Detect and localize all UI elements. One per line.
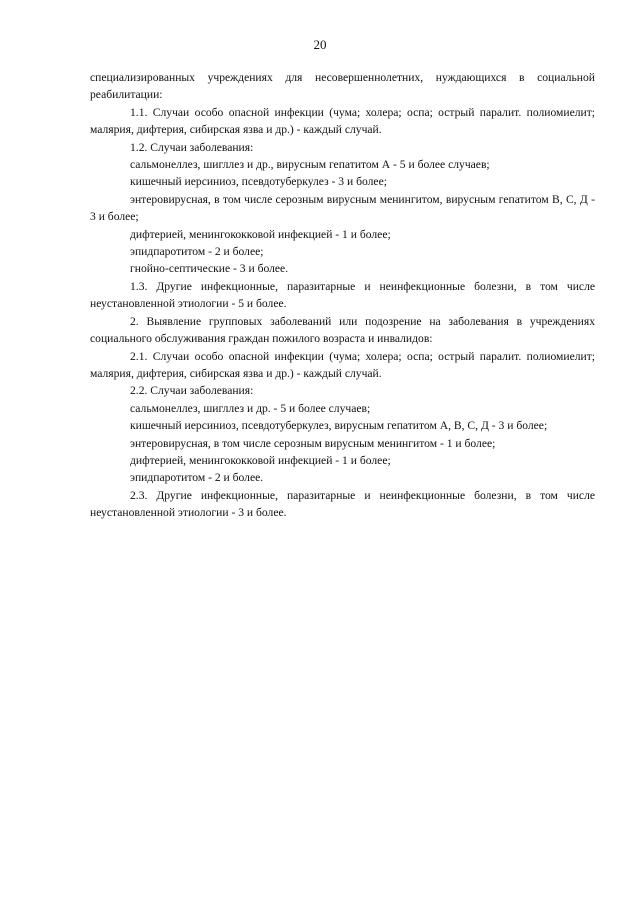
document-body — [90, 69, 595, 522]
paragraph-2-2-item-mumps: эпидпаротитом - 2 и более. — [130, 471, 264, 485]
paragraph-1-2-heading: 1.2. Случаи заболевания: — [130, 140, 254, 154]
paragraph-intro-continuation: специализированных учреждениях для несовершеннолетних, нуждающихся в социальной реабилитации: — [90, 71, 595, 102]
paragraph-1-2-item-enterovirus: энтеровирусная, в том числе серозным вирусным менингитом, вирусным гепатитом В, С, Д - 3 и более; — [90, 192, 595, 224]
paragraph-2: 2. Выявление групповых заболеваний или подозрение на заболевания в учреждениях социального обслуживания граждан пожилого возраста и инвалидов: — [90, 314, 595, 346]
paragraph-1-2-item-septic: гнойно-септические - 3 и более. — [130, 262, 289, 276]
paragraph-2-2-item-yersiniosis: кишечный иерсиниоз, псевдотуберкулез, вирусным гепатитом А, В, С, Д - 3 и более; — [130, 419, 548, 433]
paragraph-2-2-item-salmonellosis: сальмонеллез, шигллез и др. - 5 и более случаев; — [130, 401, 371, 415]
paragraph-2-2-item-diphtheria: дифтерией, менингококковой инфекцией - 1 и более; — [130, 453, 391, 467]
paragraph-1-2-item-yersiniosis: кишечный иерсиниоз, псевдотуберкулез - 3 и более; — [130, 175, 387, 189]
paragraph-1-2-item-diphtheria: дифтерией, менингококковой инфекцией - 1 и более; — [130, 227, 391, 241]
paragraph-2-3: 2.3. Другие инфекционные, паразитарные и неинфекционные болезни, в том числе неустановленной этиологии - 3 и более. — [90, 488, 595, 520]
paragraph-2-1: 2.1. Случаи особо опасной инфекции (чума; холера; оспа; острый паралит. полиомиелит; малярия, дифтерия, сибирская язва и др.) - каждый случай. — [90, 349, 595, 380]
page-number: 20 — [313, 37, 327, 52]
paragraph-1-2-item-mumps: эпидпаротитом - 2 и более; — [130, 245, 264, 259]
paragraph-1-3: 1.3. Другие инфекционные, паразитарные и неинфекционные болезни, в том числе неустановленной этиологии - 5 и более. — [90, 279, 595, 311]
paragraph-2-2-heading: 2.2. Случаи заболевания: — [130, 384, 254, 398]
paragraph-1-1: 1.1. Случаи особо опасной инфекции (чума; холера; оспа; острый паралит. полиомиелит; малярия, дифтерия, сибирская язва и др.) - каждый случай. — [90, 105, 595, 137]
paragraph-2-2-item-enterovirus: энтеровирусная, в том числе серозным вирусным менингитом - 1 и более; — [130, 436, 496, 450]
paragraph-1-2-item-salmonellosis: сальмонеллез, шигллез и др., вирусным гепатитом А - 5 и более случаев; — [130, 158, 490, 172]
